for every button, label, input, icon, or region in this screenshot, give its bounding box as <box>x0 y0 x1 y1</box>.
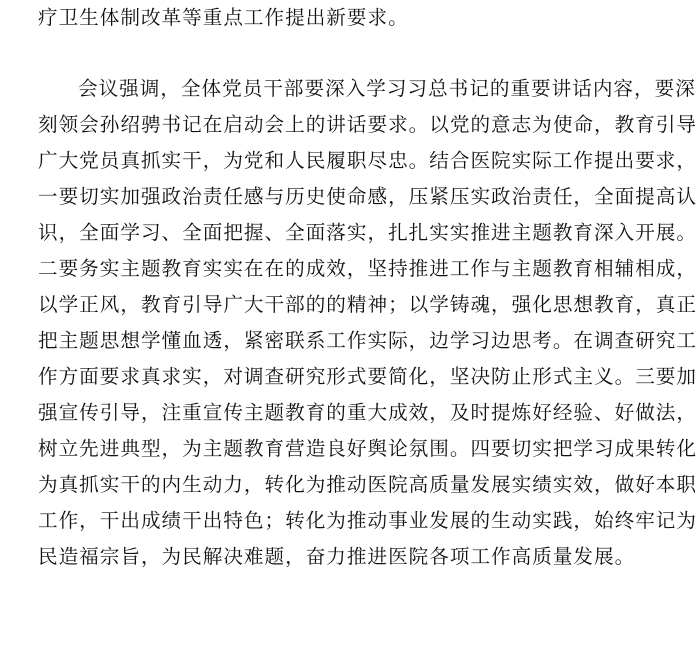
paragraph-line: 二要务实主题教育实实在在的成效，坚持推进工作与主题教育相辅相成， <box>38 257 697 280</box>
paragraph-line: 会议强调，全体党员干部要深入学习习总书记的重要讲话内容，要深 <box>78 77 696 100</box>
paragraph-line: 为真抓实干的内生动力，转化为推动医院高质量发展实绩实效，做好本职 <box>38 473 697 496</box>
paragraph-line: 工作，干出成绩干出特色；转化为推动事业发展的生动实践，始终牢记为 <box>38 509 697 532</box>
paragraph-line: 刻领会孙绍骋书记在启动会上的讲话要求。以党的意志为使命，教育引导 <box>38 113 697 136</box>
paragraph-line: 把主题思想学懂血透，紧密联系工作实际，边学习边思考。在调查研究工 <box>38 329 697 352</box>
paragraph-line: 强宣传引导，注重宣传主题教育的重大成效，及时提炼好经验、好做法， <box>38 401 697 424</box>
paragraph-line: 广大党员真抓实干，为党和人民履职尽忠。结合医院实际工作提出要求， <box>38 149 697 172</box>
paragraph-line: 以学正风，教育引导广大干部的的精神；以学铸魂，强化思想教育，真正 <box>38 293 697 316</box>
paragraph-line: 民造福宗旨，为民解决难题，奋力推进医院各项工作高质量发展。 <box>38 545 636 568</box>
paragraph-line: 树立先进典型，为主题教育营造良好舆论氛围。四要切实把学习成果转化 <box>38 437 697 460</box>
paragraph-line: 一要切实加强政治责任感与历史使命感，压紧压实政治责任，全面提高认 <box>38 185 697 208</box>
paragraph-line: 疗卫生体制改革等重点工作提出新要求。 <box>38 6 409 29</box>
paragraph-line: 识，全面学习、全面把握、全面落实，扎扎实实推进主题教育深入开展。 <box>38 221 697 244</box>
paragraph-line: 作方面要求真求实，对调查研究形式要简化，坚决防止形式主义。三要加 <box>38 365 697 388</box>
